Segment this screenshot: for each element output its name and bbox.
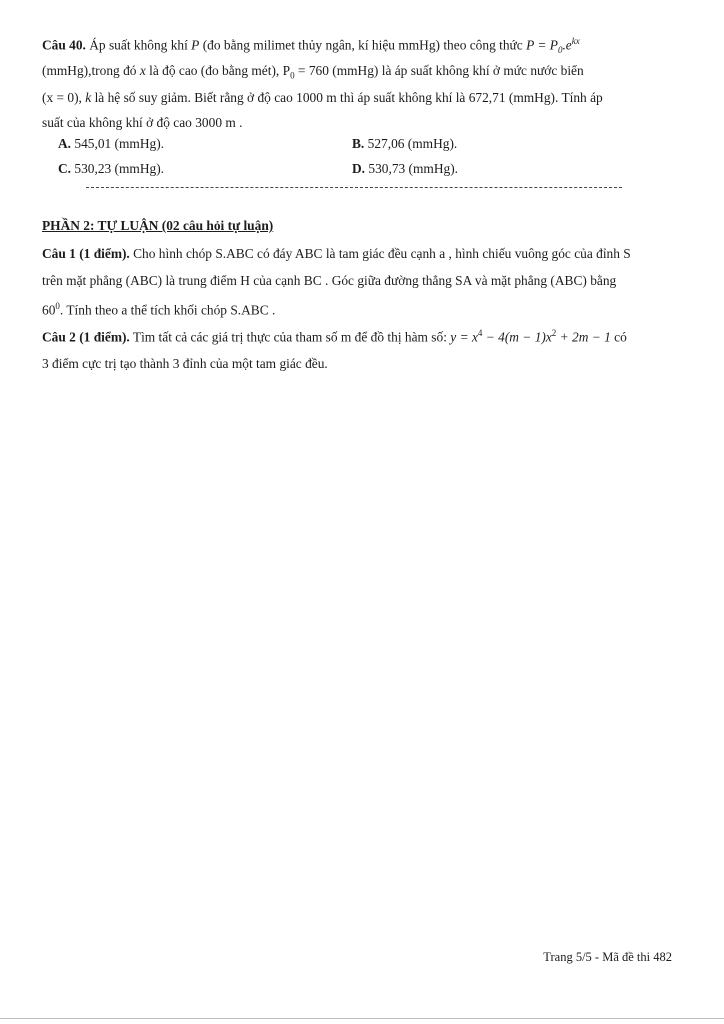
c2-fn-a: y = x [450,329,478,345]
c2-fn-sup2: 2 [551,328,557,338]
q40-formula-sup: kx [571,36,580,46]
c2-line-1 [42,328,627,346]
c1-line-1 [42,246,631,263]
c1-text-1: Cho hình chóp S.ABC có đáy ABC là tam giác đều cạnh a , hình chiếu vuông góc của đỉnh S [129,246,631,261]
page-bottom-edge [0,1018,724,1019]
c1-label: Câu 1 (1 điểm). [42,246,130,261]
q40-var-k: k [85,90,92,105]
q40-text-1b: (đo bằng milimet thủy ngân, kí hiệu mmHg) theo công thức [199,37,527,53]
option-a-label: A. [58,136,72,151]
c2-text-tail: có [610,329,627,345]
q40-line-4: suất của không khí ở độ cao 3000 m . [42,115,243,130]
option-a [58,136,164,153]
q40-text-2b: là độ cao (đo bằng mét), P [145,63,291,78]
option-d [352,161,458,178]
option-c-label: C. [58,161,72,176]
c2-text-1: Tìm tất cả các giá trị thực của tham số m để đồ thị hàm số: [129,329,451,345]
q40-var-x: x [139,63,146,78]
c2-fn-c: + 2m − 1 [556,329,611,345]
c2-fn-b: − 4(m − 1)x [482,329,552,345]
page-footer: Trang 5/5 - Mã đề thi 482 [543,950,672,964]
option-b-text: 527,06 (mmHg). [364,136,458,151]
part2-heading: PHẦN 2: TỰ LUẬN (02 câu hỏi tự luận) [42,218,274,233]
option-b-label: B. [352,136,365,151]
q40-line-3 [42,90,603,107]
q40-formula: P = P [526,37,558,53]
q40-text-2c: = 760 (mmHg) là áp suất không khí ở mức nước biển [294,63,584,78]
option-a-text: 545,01 (mmHg). [71,136,165,151]
q40-text-1a: Áp suất không khí [85,37,192,53]
c1-text-3a: 60 [42,302,56,318]
q40-label: Câu 40. [42,37,86,53]
c1-degree: 0 [55,301,60,311]
c2-fn-sup1: 4 [477,328,483,338]
q40-formula-sub: 0 [557,45,563,56]
c1-line-3 [42,301,275,319]
q40-text-2-sub: 0 [290,70,295,81]
q40-line-2 [42,63,584,82]
option-c-text: 530,23 (mmHg). [71,161,165,176]
c1-text-3b: . Tính theo a thể tích khối chóp S.ABC . [59,302,276,318]
q40-text-3a: (x = 0), [42,90,86,105]
q40-text-2a: (mmHg),trong đó [42,63,140,78]
option-c [58,161,164,178]
q40-line-1 [42,36,580,56]
section-divider [86,187,622,188]
c2-line-2: 3 điểm cực trị tạo thành 3 đỉnh của một tam giác đều. [42,356,328,371]
q40-var-p: P [191,37,200,53]
c1-line-2: trên mặt phẳng (ABC) là trung điểm H của cạnh BC . Góc giữa đường thẳng SA và mặt phẳng (ABC) bằng [42,273,617,288]
q40-text-3b: là hệ số suy giảm. Biết rằng ở độ cao 1000 m thì áp suất không khí là 672,71 (mmHg). Tính áp [91,90,603,105]
c2-label: Câu 2 (1 điểm). [42,329,130,345]
q40-formula-tail: .e [562,37,572,53]
option-b [352,136,457,153]
option-d-text: 530,73 (mmHg). [365,161,459,176]
option-d-label: D. [352,161,366,176]
